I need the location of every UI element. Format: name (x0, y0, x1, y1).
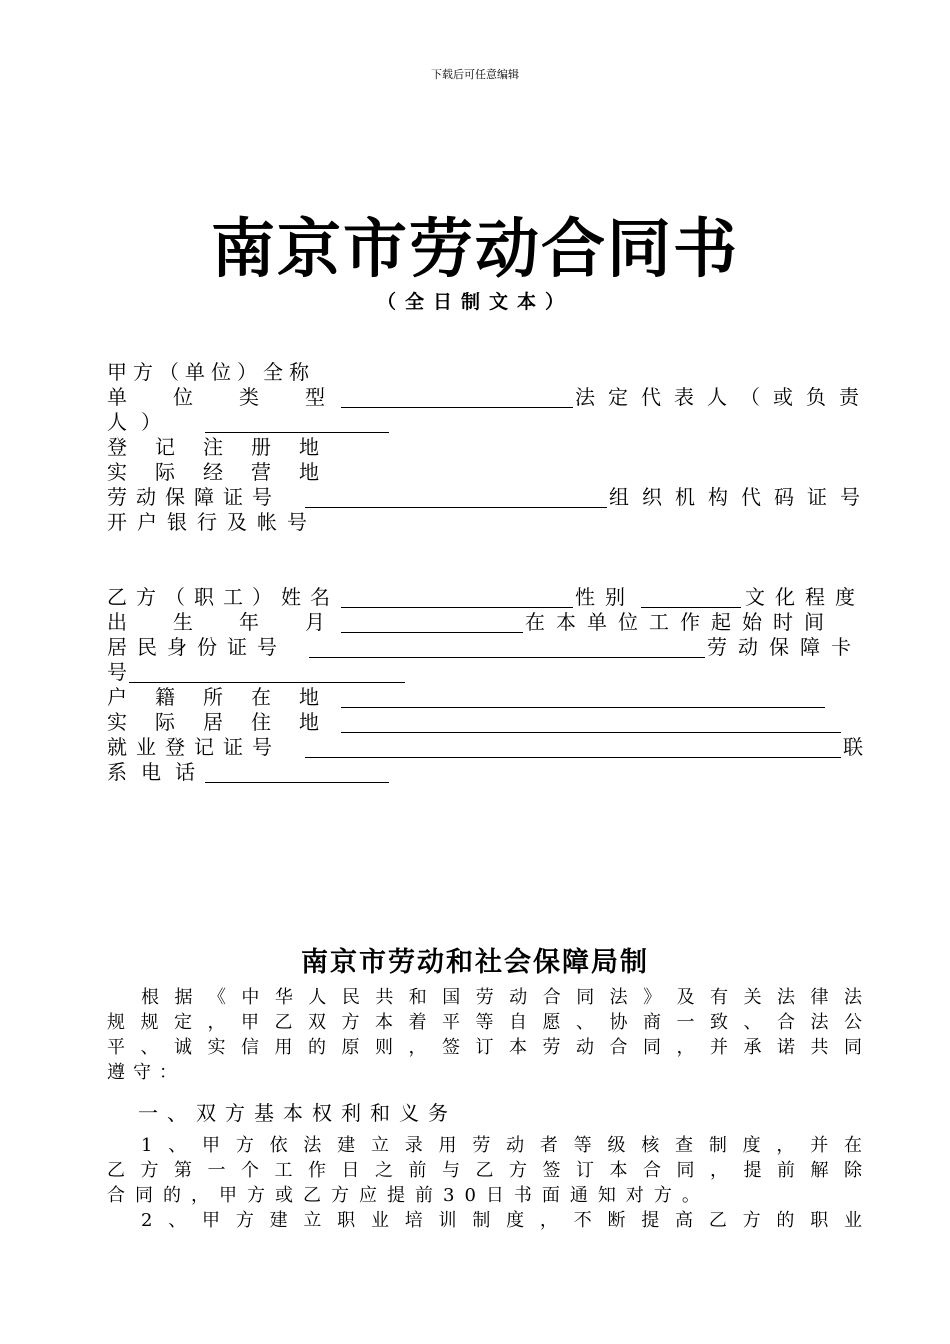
clause-2 (107, 1208, 862, 1233)
clause-1-line-2: 乙方第一个工作日之前与乙方签订本合同，提前解除 (107, 1160, 862, 1181)
hukou-row (107, 685, 862, 710)
id-field[interactable] (309, 657, 705, 658)
gender-field[interactable] (641, 607, 741, 608)
labor-cert-label: 劳动保障证号 (107, 485, 281, 509)
biz-addr-row (107, 460, 862, 485)
clause-1-line-1: 1、甲方依法建立录用劳动者等级核查制度，并在 (141, 1135, 862, 1156)
labor-cert-field[interactable] (305, 507, 607, 508)
document-title: 南京市劳动合同书 (211, 213, 739, 287)
legal-rep-label-cont: 人） (107, 410, 175, 434)
card-label-cont: 号 (107, 660, 127, 684)
labor-cert-row (107, 485, 873, 510)
bank-row (107, 510, 862, 535)
card-field[interactable] (129, 682, 405, 683)
employment-label: 就业登记证号 (107, 735, 281, 759)
reg-addr-row (107, 435, 862, 460)
legal-rep-row (107, 410, 862, 435)
party-b-name-label: 乙方（职工）姓名 (107, 585, 339, 609)
party-a-type-label: 单位类型 (107, 385, 371, 409)
party-a-full-name-label: 甲方（单位）全称 (107, 360, 315, 384)
phone-field[interactable] (205, 782, 389, 783)
issuer-heading: 南京市劳动和社会保障局制 (301, 947, 649, 978)
birth-row (107, 610, 862, 635)
card-label: 劳动保障卡 (707, 635, 862, 659)
party-a-type-field[interactable] (341, 407, 573, 408)
bank-label: 开户银行及帐号 (107, 510, 317, 534)
birth-field[interactable] (341, 632, 523, 633)
residence-row (107, 710, 862, 735)
intro-line-3: 平、诚实信用的原则，签订本劳动合同，并承诺共同 (107, 1037, 862, 1058)
clause-1 (107, 1133, 862, 1208)
gender-label: 性别 (575, 585, 635, 609)
org-code-label: 组织机构代码证号 (609, 485, 873, 509)
phone-label-cont: 系电话 (107, 760, 209, 784)
biz-addr-label: 实际经营地 (107, 460, 347, 484)
intro-paragraph (107, 985, 862, 1085)
clause-1-line-3: 合同的，甲方或乙方应提前30日书面通知对方。 (107, 1185, 710, 1206)
residence-label: 实际居住地 (107, 710, 347, 734)
party-b-name-field[interactable] (341, 607, 573, 608)
intro-line-1: 根据《中华人民共和国劳动合同法》及有关法律法 (141, 987, 862, 1008)
section-1-title: 一、双方基本权利和义务 (138, 1101, 457, 1125)
education-label: 文化程度 (745, 585, 865, 609)
id-row (107, 635, 862, 660)
intro-line-4: 遵守： (107, 1062, 185, 1083)
intro-line-2: 规规定，甲乙双方本着平等自愿、协商一致、合法公 (107, 1012, 862, 1033)
employment-row (107, 735, 862, 760)
party-a-full-name-row (107, 360, 862, 385)
start-time-label: 在本单位工作起始时间 (525, 610, 835, 634)
card-row (107, 660, 862, 685)
document-subtitle: （全日制文本） (376, 291, 573, 313)
legal-rep-label: 法定代表人（或负责 (575, 385, 872, 409)
employment-field[interactable] (305, 757, 841, 758)
hukou-label: 户籍所在地 (107, 685, 347, 709)
phone-row (107, 760, 862, 785)
hukou-field[interactable] (341, 707, 825, 708)
reg-addr-label: 登记注册地 (107, 435, 347, 459)
phone-label: 联 (843, 735, 863, 759)
residence-field[interactable] (341, 732, 841, 733)
clause-2-line-1: 2、甲方建立职业培训制度，不断提高乙方的职业 (141, 1210, 862, 1231)
legal-rep-field[interactable] (205, 432, 389, 433)
id-label: 居民身份证号 (107, 635, 287, 659)
birth-label: 出生年月 (107, 610, 371, 634)
header-note: 下载后可任意编辑 (431, 68, 519, 81)
party-a-type-row (107, 385, 872, 410)
party-b-name-row (107, 585, 865, 610)
